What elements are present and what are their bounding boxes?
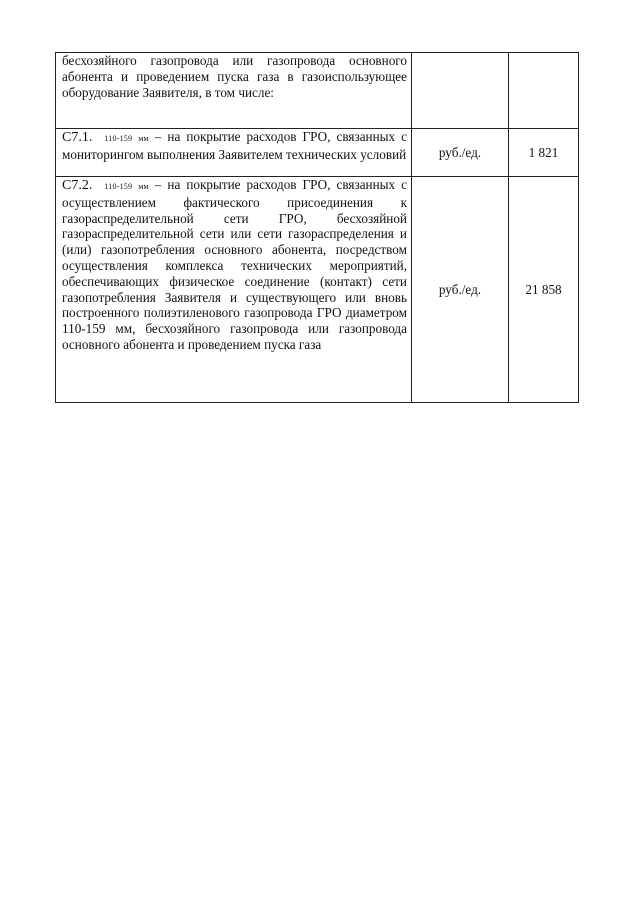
unit-cell — [412, 177, 509, 403]
table-row — [56, 129, 579, 177]
value-label: 21 858 — [525, 281, 562, 297]
table-row — [56, 177, 579, 403]
row-text: – на покрытие расходов ГРО, связанных с мониторингом выполнения Заявителем технических условий — [62, 129, 407, 162]
value-cell — [509, 177, 579, 403]
value-cell — [509, 53, 579, 129]
row-description: бесхозяйного газопровода или газопровода основного абонента и проведением пуска газа в газоиспользующее оборудование Заявителя, в том числе: — [62, 53, 407, 100]
row-code: С7.1. — [62, 130, 93, 145]
unit-cell — [412, 129, 509, 177]
description-cell — [56, 177, 412, 403]
row-size: 110-159 — [104, 134, 133, 143]
value-cell — [509, 129, 579, 177]
row-description — [56, 177, 411, 353]
value-label: 1 821 — [528, 144, 559, 160]
unit-label: руб./ед. — [438, 281, 482, 297]
description-cell — [56, 129, 412, 177]
row-size-unit: мм — [138, 182, 149, 191]
unit-label: руб./ед. — [438, 144, 482, 160]
description-cell — [56, 53, 412, 129]
row-code: С7.2. — [62, 178, 93, 193]
row-text: – на покрытие расходов ГРО, связанных с осуществлением фактического присоединения к газораспределительной сети ГРО, бесхозяйной газораспределительной сети или сети газораспределения и (или) газопотребления основного абонента, посредством осуществления комплекса технических мероприятий, обеспечивающих физическое соединение (контакт) сети газопотребления Заявителя и существующего или вновь построенного полиэтиленового газопровода ГРО диаметром 110-159 мм, бесхозяйного газопровода или газопровода основного абонента и проведением пуска газа — [62, 177, 407, 352]
unit-cell — [412, 53, 509, 129]
tariff-table — [55, 52, 579, 403]
row-description — [56, 129, 411, 163]
row-size: 110-159 — [104, 182, 133, 191]
row-size-unit: мм — [138, 134, 149, 143]
table-row — [56, 53, 579, 129]
